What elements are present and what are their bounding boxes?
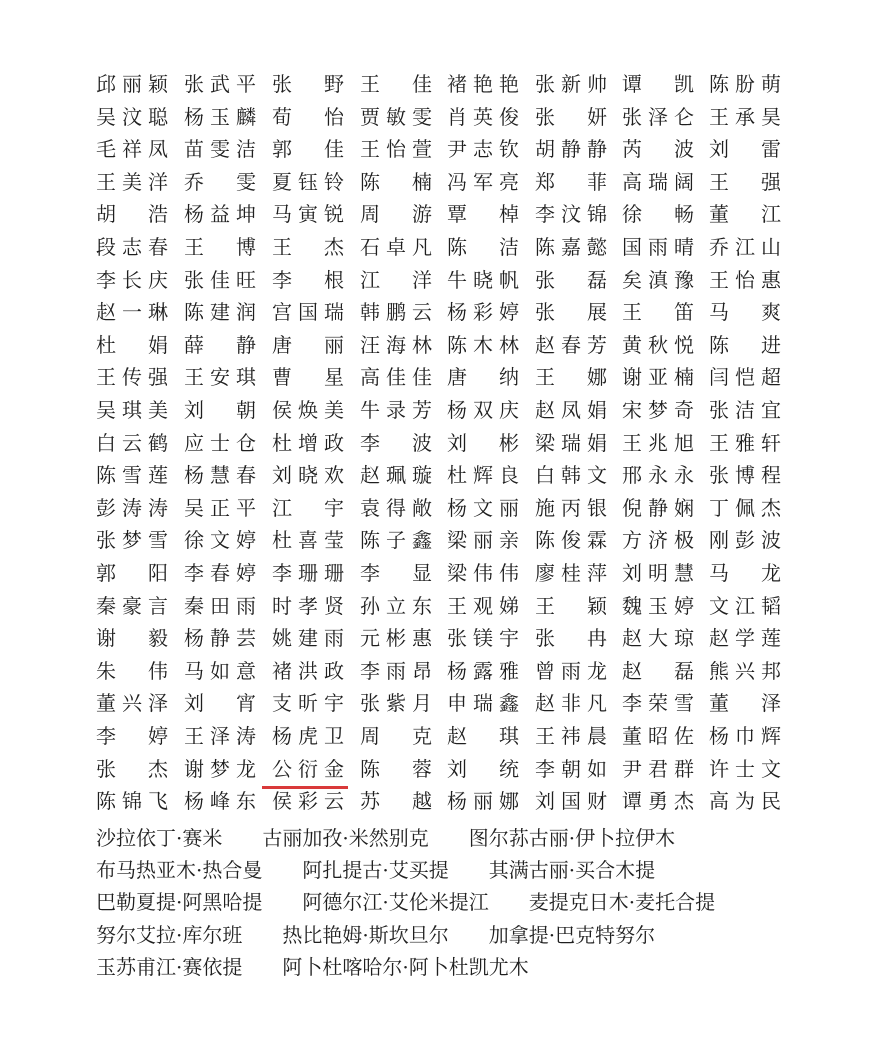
- name-cell: 杨 文 丽: [447, 495, 519, 520]
- name-cell: 朱 伟: [96, 658, 168, 683]
- name-cell: 段 志 春: [96, 235, 168, 259]
- name-row: [0, 689, 876, 717]
- name-cell: 韩 鹏 云: [360, 300, 432, 325]
- name-cell: 唐 纳: [447, 365, 519, 390]
- name-cell: 刘 彬: [447, 430, 519, 455]
- name-row: [0, 494, 876, 522]
- long-name-row: 玉苏甫江·赛依提 阿卜杜喀哈尔·阿卜杜凯尤木: [96, 954, 529, 979]
- name-cell: 张 博 程: [709, 463, 781, 488]
- name-cell: 陈 建 润: [184, 300, 256, 325]
- name-cell: 杨 静 芸: [184, 626, 256, 651]
- name-cell: 杨 益 坤: [184, 202, 256, 227]
- name-cell: 谢 亚 楠: [622, 365, 694, 390]
- name-cell: 尹 志 钦: [447, 137, 519, 162]
- name-cell: 杜 娟: [96, 332, 168, 357]
- name-cell: 张 洁 宜: [709, 398, 781, 422]
- name-cell: 刘 统: [447, 756, 519, 781]
- name-cell: 王 泽 涛: [184, 724, 256, 748]
- name-cell: 闫 恺 超: [709, 365, 781, 390]
- name-cell: 刘 朝: [184, 398, 256, 422]
- name-cell: 郭 阳: [96, 561, 168, 585]
- name-cell: 袁 得 敞: [360, 495, 432, 520]
- name-cell: 马 如 意: [184, 658, 256, 683]
- name-cell: 杨 虎 卫: [272, 724, 344, 748]
- name-row: [0, 461, 876, 489]
- name-row: [0, 363, 876, 391]
- name-cell: 吴 正 平: [184, 495, 256, 520]
- name-cell: 马 爽: [709, 300, 781, 325]
- name-cell: 黄 秋 悦: [622, 332, 694, 357]
- name-cell: 张 新 帅: [535, 72, 607, 96]
- name-cell: 白 云 鹤: [96, 430, 168, 455]
- name-cell: 夏 钰 铃: [272, 169, 344, 194]
- name-cell: 张 梦 雪: [96, 528, 168, 553]
- name-row: [0, 396, 876, 424]
- name-cell: 李 春 婷: [184, 561, 256, 585]
- name-row: [0, 624, 876, 652]
- name-cell: 张 冉: [535, 626, 607, 651]
- name-cell: 刘 国 财: [535, 789, 607, 814]
- name-row: [0, 200, 876, 228]
- name-cell: 高 佳 佳: [360, 365, 432, 390]
- name-cell: 李 珊 珊: [272, 561, 344, 585]
- name-cell: 杨 露 雅: [447, 658, 519, 683]
- name-cell: 姚 建 雨: [272, 626, 344, 651]
- name-row: [0, 787, 876, 815]
- name-cell: 李 朝 如: [535, 756, 607, 781]
- name-cell: 申 瑞 鑫: [447, 691, 519, 716]
- name-cell: 梁 伟 伟: [447, 561, 519, 585]
- name-cell: 汪 海 林: [360, 332, 432, 357]
- name-cell: 王 强: [709, 169, 781, 194]
- name-cell: 谢 毅: [96, 626, 168, 651]
- name-cell: 时 孝 贤: [272, 593, 344, 618]
- name-cell: 牛 录 芳: [360, 398, 432, 422]
- long-name-row: 布马热亚木·热合曼 阿扎提古·艾买提 其满古丽·买合木提: [96, 858, 656, 883]
- name-cell: 秦 豪 言: [96, 593, 168, 618]
- name-cell: 荀 怡: [272, 104, 344, 129]
- long-name-row: 努尔艾拉·库尔班 热比艳姆·斯坎旦尔 加拿提·巴克特努尔: [96, 922, 656, 947]
- name-row: [0, 755, 876, 783]
- name-cell: 杨 丽 娜: [447, 789, 519, 814]
- name-cell: 陈 楠: [360, 169, 432, 194]
- name-cell: 王 安 琪: [184, 365, 256, 390]
- name-cell: 徐 畅: [622, 202, 694, 227]
- name-cell: 褚 艳 艳: [447, 72, 519, 96]
- name-cell: 胡 静 静: [535, 137, 607, 162]
- name-cell: 陈 朌 萌: [709, 72, 781, 96]
- name-cell: 杨 双 庆: [447, 398, 519, 422]
- name-cell: 秦 田 雨: [184, 593, 256, 618]
- name-cell: 丁 佩 杰: [709, 495, 781, 520]
- long-name-row: 巴勒夏提·阿黑哈提 阿德尔江·艾伦米提江 麦提克日木·麦托合提: [96, 890, 716, 915]
- name-cell: 赵 珮 璇: [360, 463, 432, 488]
- name-cell: 元 彬 惠: [360, 626, 432, 651]
- name-cell: 李 显: [360, 561, 432, 585]
- name-cell: 谭 凯: [622, 72, 694, 96]
- name-cell: 张 展: [535, 300, 607, 325]
- name-row: [0, 559, 876, 587]
- name-cell: 张 佳 旺: [184, 267, 256, 292]
- highlight-underline: [262, 786, 348, 789]
- name-cell: 刚 彭 波: [709, 528, 781, 553]
- name-cell: 谢 梦 龙: [184, 756, 256, 781]
- name-cell: 赵 磊: [622, 658, 694, 683]
- long-name-row: 沙拉依丁·赛米 古丽加孜·米然别克 图尔荪古丽·伊卜拉伊木: [96, 826, 676, 850]
- name-cell: 石 卓 凡: [360, 235, 432, 259]
- name-cell: 马 龙: [709, 561, 781, 585]
- name-cell: 国 雨 晴: [622, 235, 694, 259]
- name-cell: 张 紫 月: [360, 691, 432, 716]
- name-cell: 陈 嘉 懿: [535, 235, 607, 259]
- name-cell: 贾 敏 雯: [360, 104, 432, 129]
- name-cell: 董 江: [709, 202, 781, 227]
- name-cell: 赵 凤 娟: [535, 398, 607, 422]
- name-cell: 张 泽 仑: [622, 104, 694, 129]
- name-cell: 刘 晓 欢: [272, 463, 344, 488]
- name-cell: 李 雨 昂: [360, 658, 432, 683]
- name-cell: 王 雅 轩: [709, 430, 781, 455]
- name-cell: 董 泽: [709, 691, 781, 716]
- name-cell: 吴 汶 聪: [96, 104, 168, 129]
- name-cell: 王 博: [184, 235, 256, 259]
- name-cell: 赵 琪: [447, 724, 519, 748]
- name-cell: 尹 君 群: [622, 756, 694, 781]
- name-cell: 王 杰: [272, 235, 344, 259]
- name-cell: 王 美 洋: [96, 169, 168, 194]
- name-cell: 宋 梦 奇: [622, 398, 694, 422]
- name-row: [0, 331, 876, 359]
- name-cell: 王 祎 晨: [535, 724, 607, 748]
- name-cell: 赵 春 芳: [535, 332, 607, 357]
- name-cell: 张 镁 宇: [447, 626, 519, 651]
- name-cell: 刘 雷: [709, 137, 781, 162]
- name-cell: 赵 大 琼: [622, 626, 694, 651]
- name-cell: 王 观 娣: [447, 593, 519, 618]
- name-row: [0, 266, 876, 294]
- name-cell: 吴 琪 美: [96, 398, 168, 422]
- name-cell: 张 杰: [96, 756, 168, 781]
- name-cell: 陈 雪 莲: [96, 463, 168, 488]
- name-cell: 陈 蓉: [360, 756, 432, 781]
- name-cell: 王 承 昊: [709, 104, 781, 129]
- name-cell: 陈 子 鑫: [360, 528, 432, 553]
- name-cell: 刘 明 慧: [622, 561, 694, 585]
- name-cell: 杨 慧 春: [184, 463, 256, 488]
- name-row: [0, 429, 876, 457]
- name-cell: 乔 江 山: [709, 235, 781, 259]
- name-cell: 张 磊: [535, 267, 607, 292]
- name-cell: 白 韩 文: [535, 463, 607, 488]
- name-cell: 李 婷: [96, 724, 168, 748]
- name-cell: 苗 雯 洁: [184, 137, 256, 162]
- name-cell: 胡 浩: [96, 202, 168, 227]
- name-cell: 曾 雨 龙: [535, 658, 607, 683]
- name-row: [0, 592, 876, 620]
- name-cell: 唐 丽: [272, 332, 344, 357]
- name-row: [0, 657, 876, 685]
- name-cell: 高 瑞 阔: [622, 169, 694, 194]
- name-cell: 王 兆 旭: [622, 430, 694, 455]
- name-cell: 覃 棹: [447, 202, 519, 227]
- name-cell: 侯 焕 美: [272, 398, 344, 422]
- name-cell: 支 昕 宇: [272, 691, 344, 716]
- name-cell: 王 传 强: [96, 365, 168, 390]
- name-cell: 侯 彩 云: [272, 789, 344, 814]
- name-cell: 陈 锦 飞: [96, 789, 168, 814]
- name-cell: 杜 喜 莹: [272, 528, 344, 553]
- name-cell: 廖 桂 萍: [535, 561, 607, 585]
- name-cell: 文 江 韬: [709, 593, 781, 618]
- name-cell: 芮 波: [622, 137, 694, 162]
- name-cell: 施 丙 银: [535, 495, 607, 520]
- name-cell: 李 长 庆: [96, 267, 168, 292]
- name-cell: 应 士 仓: [184, 430, 256, 455]
- name-cell: 李 根: [272, 267, 344, 292]
- name-cell: 张 野: [272, 72, 344, 96]
- name-cell: 邢 永 永: [622, 463, 694, 488]
- name-cell: 陈 洁: [447, 235, 519, 259]
- name-cell: 赵 学 莲: [709, 626, 781, 651]
- name-cell: 张 妍: [535, 104, 607, 129]
- name-cell: 薛 静: [184, 332, 256, 357]
- name-cell: 毛 祥 凤: [96, 137, 168, 162]
- name-cell: 王 怡 萱: [360, 137, 432, 162]
- name-row: [0, 722, 876, 750]
- name-cell: 宫 国 瑞: [272, 300, 344, 325]
- name-cell: 王 颖: [535, 593, 607, 618]
- name-row: [0, 298, 876, 326]
- name-cell: 江 宇: [272, 495, 344, 520]
- name-cell: 褚 洪 政: [272, 658, 344, 683]
- name-cell: 李 汶 锦: [535, 202, 607, 227]
- name-cell: 肖 英 俊: [447, 104, 519, 129]
- name-cell: 杜 辉 良: [447, 463, 519, 488]
- name-cell: 杜 增 政: [272, 430, 344, 455]
- name-cell: 方 济 极: [622, 528, 694, 553]
- name-cell: 杨 巾 辉: [709, 724, 781, 748]
- name-cell: 赵 一 琳: [96, 300, 168, 325]
- name-cell: 矣 滇 豫: [622, 267, 694, 292]
- name-cell: 乔 雯: [184, 169, 256, 194]
- name-row: [0, 103, 876, 131]
- name-cell: 高 为 民: [709, 789, 781, 814]
- name-cell: 谭 勇 杰: [622, 789, 694, 814]
- name-cell: 倪 静 娴: [622, 495, 694, 520]
- name-cell: 郑 菲: [535, 169, 607, 194]
- name-row: [0, 233, 876, 261]
- name-cell: 杨 玉 麟: [184, 104, 256, 129]
- name-cell: 董 兴 泽: [96, 691, 168, 716]
- name-cell: 孙 立 东: [360, 593, 432, 618]
- name-row: [0, 70, 876, 98]
- name-cell: 赵 非 凡: [535, 691, 607, 716]
- name-cell: 牛 晓 帆: [447, 267, 519, 292]
- name-cell: 周 游: [360, 202, 432, 227]
- name-row: [0, 135, 876, 163]
- name-cell: 李 波: [360, 430, 432, 455]
- name-cell: 王 怡 惠: [709, 267, 781, 292]
- name-row: [0, 168, 876, 196]
- name-cell: 郭 佳: [272, 137, 344, 162]
- name-cell: 王 笛: [622, 300, 694, 325]
- name-cell: 公 衍 金: [272, 756, 344, 781]
- name-cell: 熊 兴 邦: [709, 658, 781, 683]
- name-cell: 周 克: [360, 724, 432, 748]
- name-cell: 曹 星: [272, 365, 344, 390]
- name-cell: 魏 玉 婷: [622, 593, 694, 618]
- name-cell: 冯 军 亮: [447, 169, 519, 194]
- name-row: [0, 526, 876, 554]
- name-cell: 杨 彩 婷: [447, 300, 519, 325]
- name-cell: 邱 丽 颖: [96, 72, 168, 96]
- name-cell: 刘 宵: [184, 691, 256, 716]
- name-cell: 王 娜: [535, 365, 607, 390]
- name-cell: 江 洋: [360, 267, 432, 292]
- name-cell: 杨 峰 东: [184, 789, 256, 814]
- name-cell: 李 荣 雪: [622, 691, 694, 716]
- name-cell: 陈 进: [709, 332, 781, 357]
- name-cell: 徐 文 婷: [184, 528, 256, 553]
- name-cell: 王 佳: [360, 72, 432, 96]
- name-cell: 彭 涛 涛: [96, 495, 168, 520]
- name-cell: 梁 丽 亲: [447, 528, 519, 553]
- name-cell: 陈 俊 霖: [535, 528, 607, 553]
- name-cell: 马 寅 锐: [272, 202, 344, 227]
- name-cell: 陈 木 林: [447, 332, 519, 357]
- name-cell: 张 武 平: [184, 72, 256, 96]
- name-cell: 董 昭 佐: [622, 724, 694, 748]
- name-cell: 许 士 文: [709, 756, 781, 781]
- name-cell: 梁 瑞 娟: [535, 430, 607, 455]
- name-cell: 苏 越: [360, 789, 432, 814]
